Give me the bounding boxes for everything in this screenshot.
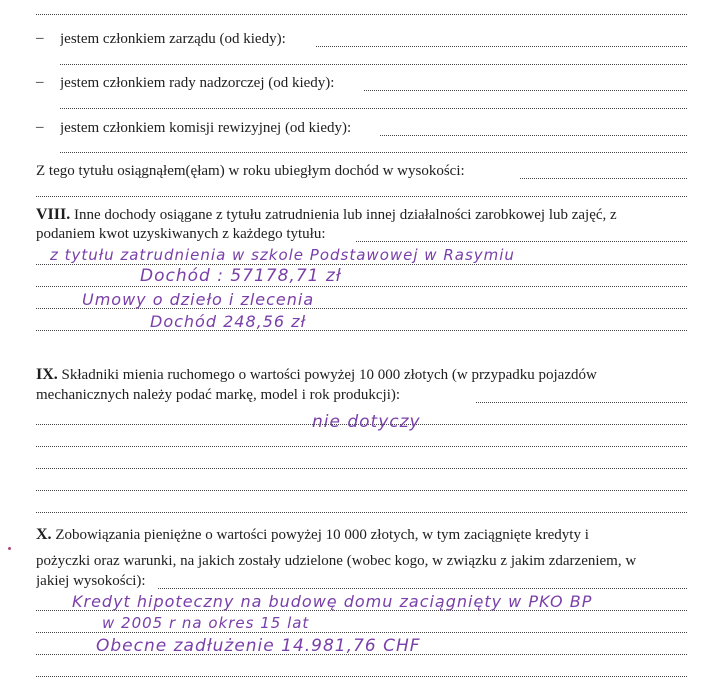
fill-line[interactable]: [158, 588, 687, 589]
handwritten-income-1: Dochód : 57178,71 zł: [140, 266, 342, 286]
handwritten-employment: z tytułu zatrudnienia w szkole Podstawowej w Rasymiu: [50, 246, 515, 264]
list-dash: –: [36, 119, 44, 135]
fill-line: [36, 14, 687, 15]
fill-line[interactable]: [36, 512, 687, 513]
fill-line[interactable]: [36, 490, 687, 491]
handwritten-mortgage: Kredyt hipoteczny na budowę domu zaciągnięty w PKO BP: [72, 592, 593, 611]
fill-line[interactable]: [36, 676, 687, 677]
handwritten-current-debt: Obecne zadłużenie 14.981,76 CHF: [96, 636, 421, 656]
fill-line[interactable]: [60, 152, 687, 153]
fill-line[interactable]: [36, 468, 687, 469]
fill-line[interactable]: [36, 446, 687, 447]
handwritten-income-2: Dochód 248,56 zł: [150, 312, 307, 331]
list-dash: –: [36, 74, 44, 90]
ink-dot: [8, 547, 11, 550]
fill-line[interactable]: [316, 46, 687, 47]
section-8-text-1: Inne dochody osiągane z tytułu zatrudnienia lub innej działalności zarobkowej lub zajęć, z: [73, 207, 617, 223]
fill-line[interactable]: [380, 135, 687, 136]
fill-line[interactable]: [36, 264, 687, 265]
section-8-text-2: podaniem kwot uzyskiwanych z każdego tytułu:: [36, 226, 326, 242]
fill-line[interactable]: [36, 286, 687, 287]
section-9-number: IX.: [36, 366, 58, 383]
section-10-text-1: Zobowiązania pieniężne o wartości powyżej 10 000 złotych, w tym zaciągnięte kredyty i: [55, 527, 589, 543]
section-10-text-2: pożyczki oraz warunki, na jakich zostały udzielone (wobec kogo, w związku z jakim zdarzeniem, w: [36, 553, 637, 569]
handwritten-not-applicable: nie dotyczy: [312, 412, 421, 432]
fill-line[interactable]: [60, 108, 687, 109]
fill-line[interactable]: [36, 632, 687, 633]
section-9-text-2: mechanicznych należy podać markę, model i rok produkcji):: [36, 387, 401, 403]
section-10-heading: [36, 526, 589, 544]
fill-line[interactable]: [36, 196, 687, 197]
section-9-text-1: Składniki mienia ruchomego o wartości powyżej 10 000 złotych (w przypadku pojazdów: [61, 367, 597, 383]
section-8-number: VIII.: [36, 206, 71, 223]
fill-line[interactable]: [36, 330, 687, 331]
handwritten-term: w 2005 r na okres 15 lat: [102, 614, 310, 632]
audit-committee-label: jestem członkiem komisji rewizyjnej (od kiedy):: [60, 120, 352, 136]
board-member-label: jestem członkiem zarządu (od kiedy):: [60, 31, 286, 47]
fill-line[interactable]: [476, 402, 687, 403]
supervisory-board-label: jestem członkiem rady nadzorczej (od kiedy):: [60, 75, 335, 91]
fill-line[interactable]: [356, 241, 687, 242]
section-10-text-3: jakiej wysokości):: [36, 573, 146, 589]
fill-line[interactable]: [60, 64, 687, 65]
handwritten-contracts: Umowy o dzieło i zlecenia: [82, 290, 315, 309]
section-8-heading: [36, 206, 617, 224]
fill-line[interactable]: [364, 90, 687, 91]
fill-line[interactable]: [520, 178, 687, 179]
list-dash: –: [36, 30, 44, 46]
section-10-number: X.: [36, 526, 52, 543]
section-9-heading: [36, 366, 597, 384]
income-label: Z tego tytułu osiągnąłem(ęłam) w roku ubiegłym dochód w wysokości:: [36, 163, 465, 179]
